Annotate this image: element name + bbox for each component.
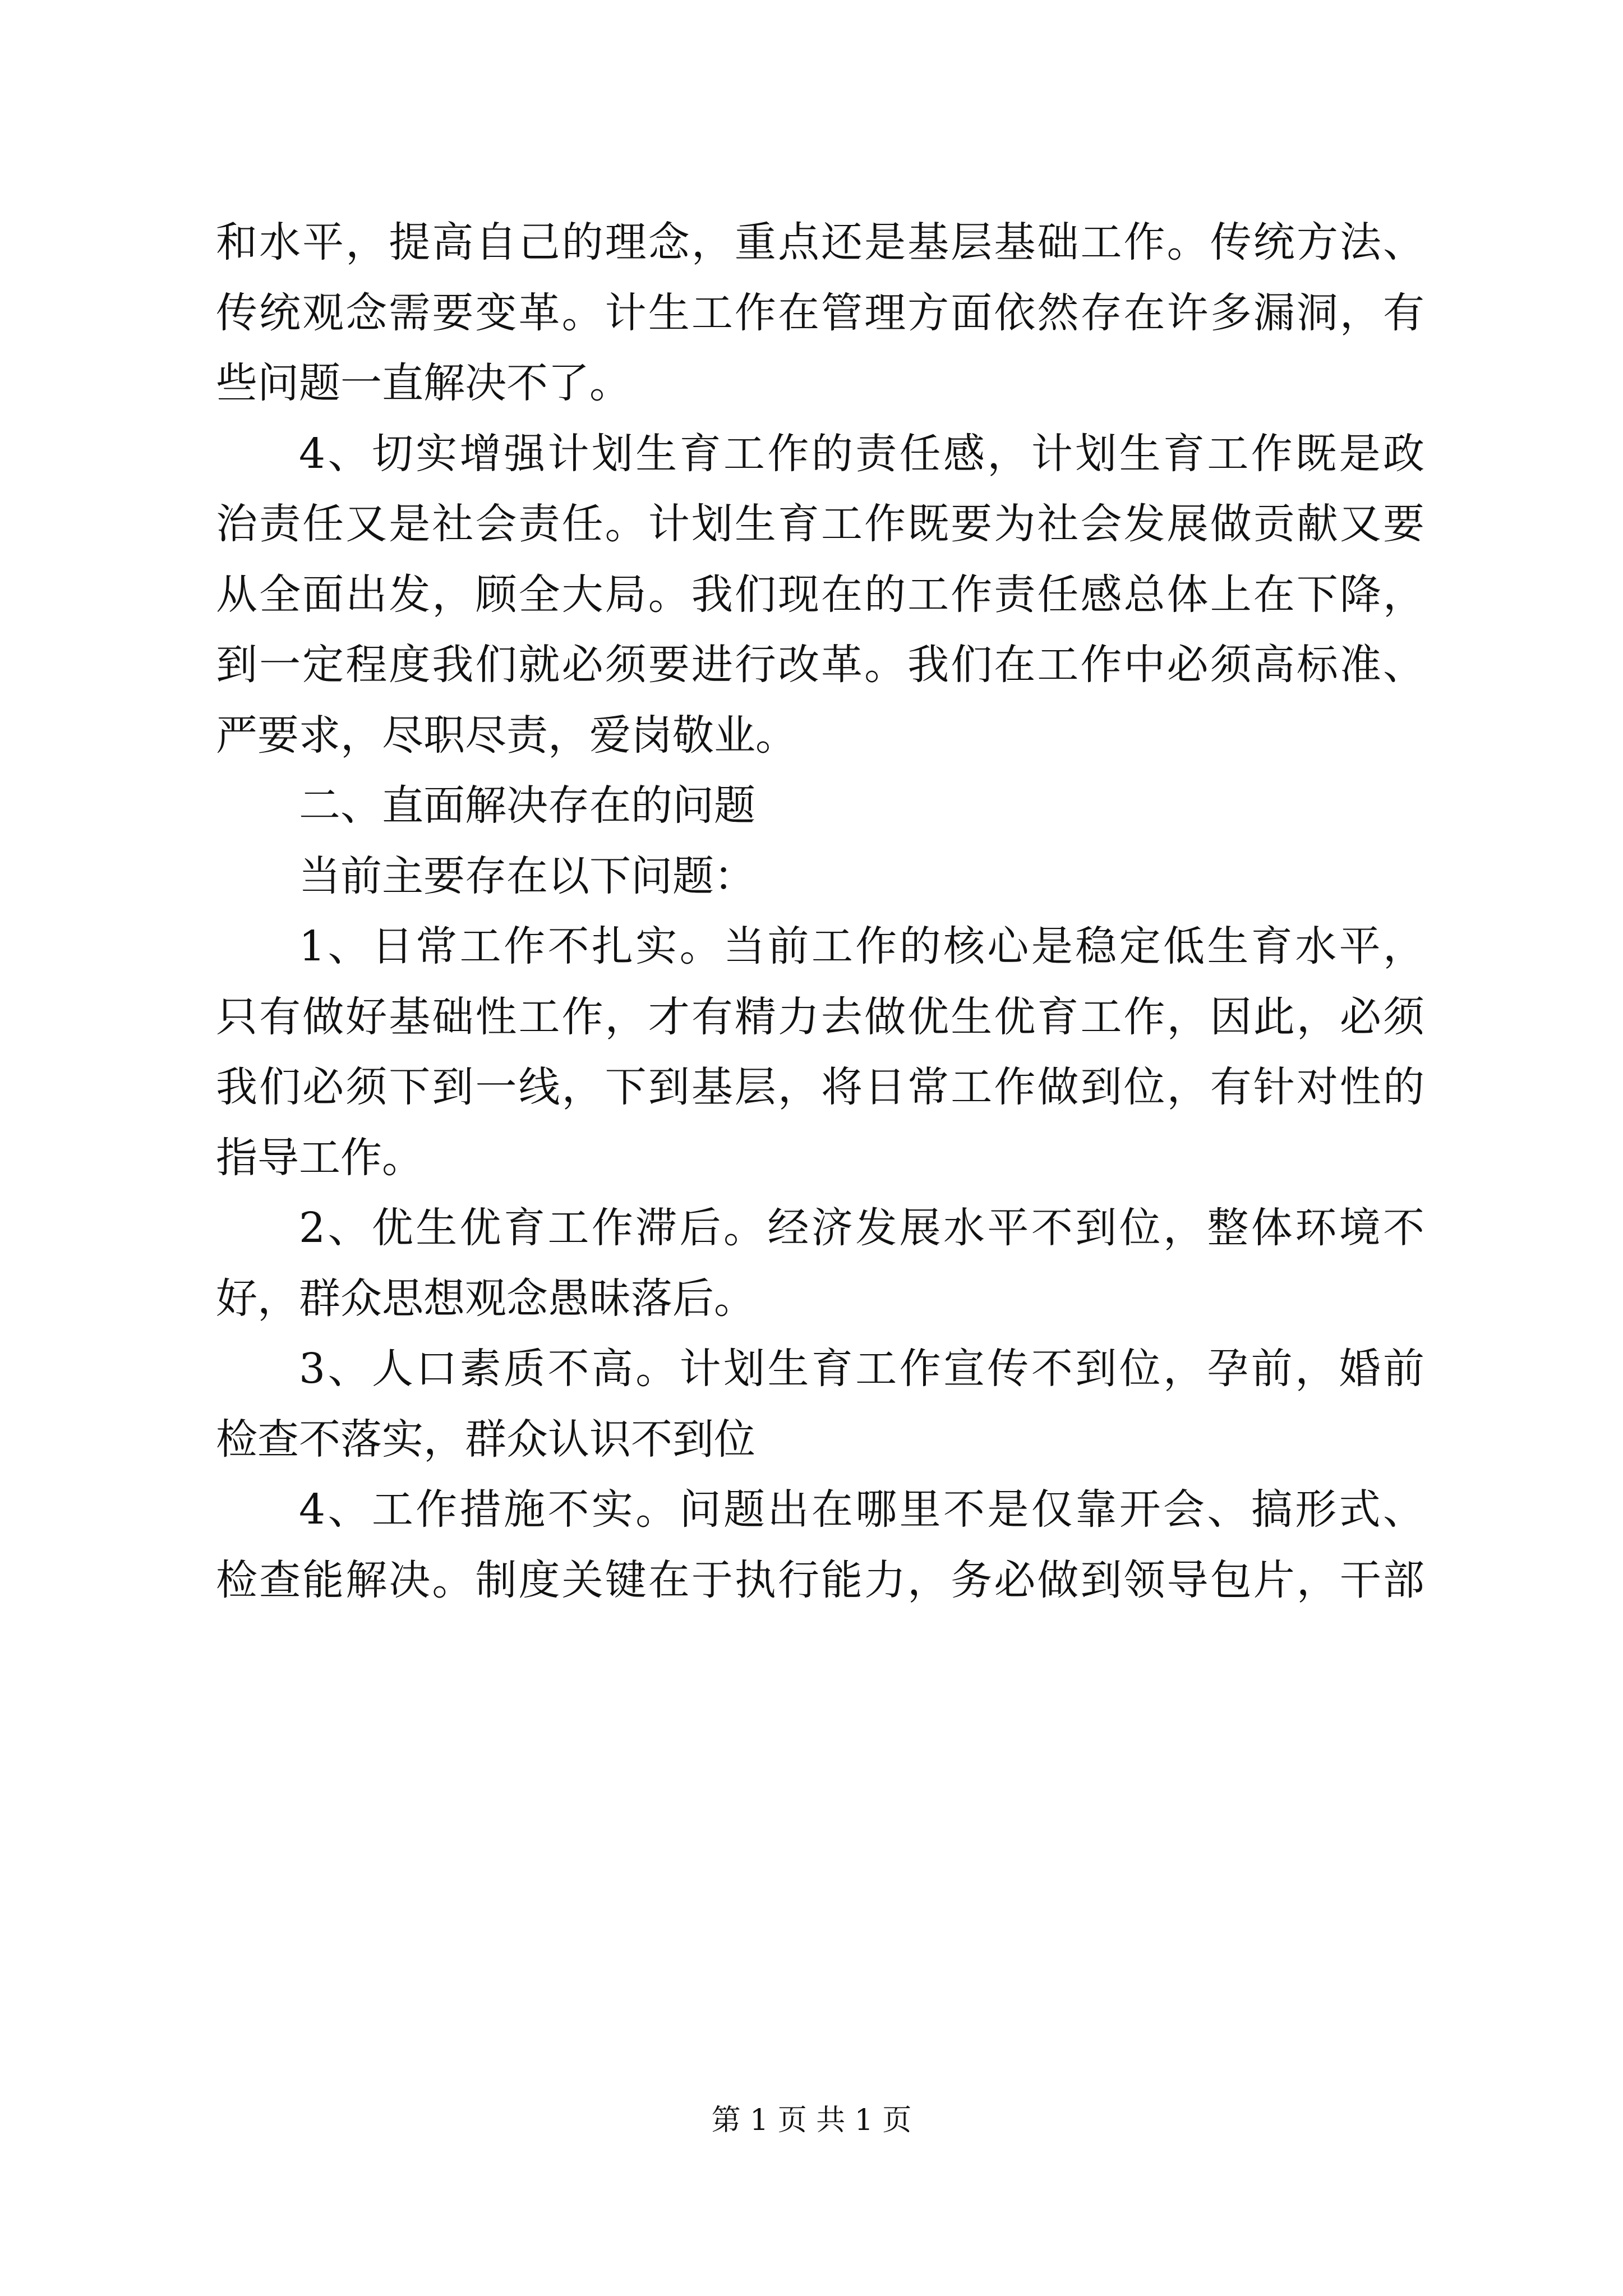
page-footer: 第 1 页 共 1 页 bbox=[711, 2104, 912, 2137]
text-line: 指导工作。 bbox=[216, 1133, 423, 1182]
text-line: 检查能解决。制度关键在于执行能力，务必做到领导包片，干部 bbox=[216, 1556, 1424, 1604]
text-line: 检查不落实，群众认识不到位 bbox=[216, 1415, 755, 1464]
text-line: 好，群众思想观念愚昧落后。 bbox=[216, 1274, 755, 1323]
text-line: 只有做好基础性工作，才有精力去做优生优育工作，因此，必须 bbox=[216, 992, 1424, 1041]
text-line: 4、工作措施不实。问题出在哪里不是仅靠开会、搞形式、 bbox=[299, 1485, 1424, 1534]
text-line: 二、直面解决存在的问题 bbox=[299, 781, 755, 830]
text-line: 和水平，提高自己的理念，重点还是基层基础工作。传统方法、 bbox=[216, 218, 1424, 266]
text-line: 些问题一直解决不了。 bbox=[216, 359, 631, 407]
text-line: 1、日常工作不扎实。当前工作的核心是稳定低生育水平， bbox=[299, 922, 1424, 970]
text-line: 3、人口素质不高。计划生育工作宣传不到位，孕前，婚前 bbox=[299, 1345, 1424, 1393]
text-line: 严要求，尽职尽责，爱岗敬业。 bbox=[216, 711, 797, 760]
text-line: 到一定程度我们就必须要进行改革。我们在工作中必须高标准、 bbox=[216, 641, 1424, 689]
text-line: 传统观念需要变革。计生工作在管理方面依然存在许多漏洞，有 bbox=[216, 288, 1424, 337]
text-line: 4、切实增强计划生育工作的责任感，计划生育工作既是政 bbox=[299, 429, 1424, 478]
text-line: 2、优生优育工作滞后。经济发展水平不到位，整体环境不 bbox=[299, 1204, 1424, 1252]
text-line: 从全面出发，顾全大局。我们现在的工作责任感总体上在下降， bbox=[216, 570, 1424, 619]
text-line: 我们必须下到一线，下到基层，将日常工作做到位，有针对性的 bbox=[216, 1063, 1424, 1111]
document-body bbox=[216, 208, 1424, 1616]
text-line: 治责任又是社会责任。计划生育工作既要为社会发展做贡献又要 bbox=[216, 500, 1424, 548]
text-line: 当前主要存在以下问题： bbox=[299, 852, 755, 900]
